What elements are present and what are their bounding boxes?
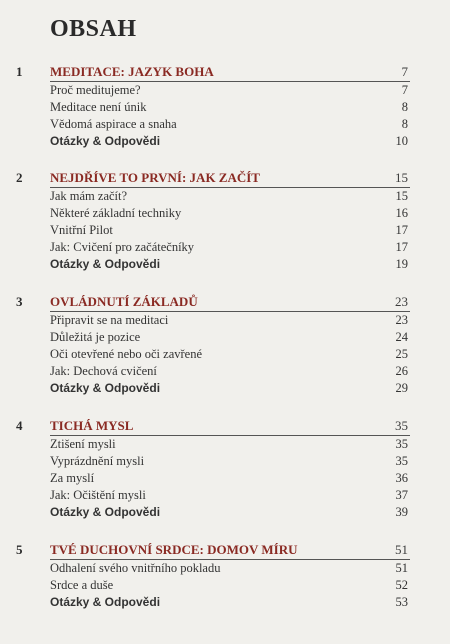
page-number: 23 xyxy=(395,294,408,309)
chapter-title: TVÉ DUCHOVNÍ SRDCE: DOMOV MÍRU xyxy=(50,542,298,557)
page-number: 19 xyxy=(395,257,408,271)
toc-entry xyxy=(0,329,450,345)
page-number: 36 xyxy=(395,471,408,485)
entry-label: Otázky & Odpovědi xyxy=(50,595,161,609)
chapter-title: MEDITACE: JAZYK BOHA xyxy=(50,64,214,79)
chapter-heading xyxy=(0,170,450,186)
page-number: 25 xyxy=(395,347,408,361)
chapter-heading xyxy=(0,418,450,434)
toc-entry xyxy=(0,312,450,328)
chapter-title: NEJDŘÍVE TO PRVNÍ: JAK ZAČÍT xyxy=(50,170,260,185)
toc-entry xyxy=(0,222,450,238)
page-number: 23 xyxy=(395,313,408,327)
page-number: 15 xyxy=(395,189,408,203)
toc-entry xyxy=(0,188,450,204)
toc-entry-qa xyxy=(0,504,450,520)
entry-label: Důležitá je pozice xyxy=(50,330,141,344)
page-number: 17 xyxy=(395,240,408,254)
toc-entry xyxy=(0,436,450,452)
chapter-title: OVLÁDNUTÍ ZÁKLADŮ xyxy=(50,294,198,309)
entry-label: Otázky & Odpovědi xyxy=(50,381,161,395)
page-number: 53 xyxy=(395,595,408,609)
page-number: 15 xyxy=(395,170,408,185)
entry-label: Jak mám začít? xyxy=(50,189,128,203)
entry-label: Odhalení svého vnitřního pokladu xyxy=(50,561,221,575)
toc-entry xyxy=(0,99,450,115)
page-number: 7 xyxy=(401,83,408,97)
entry-label: Jak: Dechová cvičení xyxy=(50,364,157,378)
page-number: 51 xyxy=(395,561,408,575)
chapter-number: 4 xyxy=(16,418,23,433)
entry-label: Ztišení mysli xyxy=(50,437,116,451)
page-title: OBSAH xyxy=(50,16,137,42)
page-number: 52 xyxy=(395,578,408,592)
toc-entry-qa xyxy=(0,256,450,272)
chapter-number: 1 xyxy=(16,64,23,79)
chapter-heading xyxy=(0,542,450,558)
page-number: 35 xyxy=(395,437,408,451)
toc-entry xyxy=(0,560,450,576)
entry-label: Připravit se na meditaci xyxy=(50,313,169,327)
toc-entry xyxy=(0,363,450,379)
entry-label: Jak: Očištění mysli xyxy=(50,488,146,502)
toc-entry xyxy=(0,470,450,486)
page-number: 37 xyxy=(395,488,408,502)
page-number: 17 xyxy=(395,223,408,237)
entry-label: Jak: Cvičení pro začátečníky xyxy=(50,240,195,254)
chapter-number: 5 xyxy=(16,542,23,557)
toc-entry-qa xyxy=(0,594,450,610)
entry-label: Vědomá aspirace a snaha xyxy=(50,117,177,131)
page-number: 29 xyxy=(395,381,408,395)
entry-label: Otázky & Odpovědi xyxy=(50,257,161,271)
toc-entry xyxy=(0,577,450,593)
entry-label: Oči otevřené nebo oči zavřené xyxy=(50,347,203,361)
page-number: 8 xyxy=(401,117,408,131)
entry-label: Srdce a duše xyxy=(50,578,114,592)
page-number: 26 xyxy=(395,364,408,378)
page-number: 10 xyxy=(395,134,408,148)
page-number: 24 xyxy=(395,330,408,344)
entry-label: Proč meditujeme? xyxy=(50,83,141,97)
entry-label: Meditace není únik xyxy=(50,100,147,114)
entry-label: Některé základní techniky xyxy=(50,206,182,220)
entry-label: Za myslí xyxy=(50,471,95,485)
toc-entry xyxy=(0,346,450,362)
chapter-heading xyxy=(0,64,450,80)
entry-label: Vyprázdnění mysli xyxy=(50,454,145,468)
chapter-number: 2 xyxy=(16,170,23,185)
toc-entry-qa xyxy=(0,380,450,396)
toc-entry xyxy=(0,239,450,255)
toc-entry xyxy=(0,116,450,132)
entry-label: Otázky & Odpovědi xyxy=(50,505,161,519)
page-number: 51 xyxy=(395,542,408,557)
page-number: 16 xyxy=(395,206,408,220)
toc-entry xyxy=(0,82,450,98)
page-number: 35 xyxy=(395,418,408,433)
toc-entry xyxy=(0,453,450,469)
chapter-number: 3 xyxy=(16,294,23,309)
entry-label: Vnitřní Pilot xyxy=(50,223,113,237)
toc-entry-qa xyxy=(0,133,450,149)
page-number: 7 xyxy=(401,64,408,79)
page-number: 35 xyxy=(395,454,408,468)
toc-entry xyxy=(0,205,450,221)
page-number: 8 xyxy=(401,100,408,114)
toc-entry xyxy=(0,487,450,503)
page-number: 39 xyxy=(395,505,408,519)
chapter-title: TICHÁ MYSL xyxy=(50,418,134,433)
entry-label: Otázky & Odpovědi xyxy=(50,134,161,148)
chapter-heading xyxy=(0,294,450,310)
